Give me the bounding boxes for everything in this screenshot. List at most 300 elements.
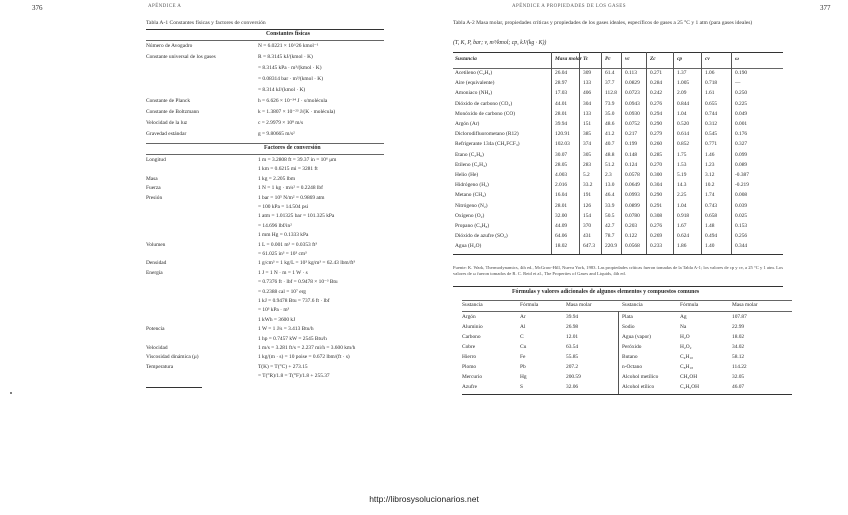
table-a-cell: 0.008: [735, 192, 748, 199]
row-value: 1 J = 1 N · m = 1 W · s: [258, 269, 308, 276]
table-b-cell: Hierro: [462, 354, 477, 360]
table-a-cell: 0.0578: [625, 172, 640, 178]
table-a-cell: -0.219: [735, 182, 749, 189]
table-a-cell: 39.94: [555, 121, 568, 127]
table-b-cell: Butano: [622, 354, 638, 360]
table-a-cell: 1.53: [677, 161, 687, 168]
table-a-cell: 0.199: [625, 141, 638, 148]
table-a-header: Zc: [650, 56, 656, 62]
table2-title: Fórmulas y valores adicionales de algunos elementos y compuestos comunes: [512, 289, 700, 295]
row-value: = 8.3145 kPa · m³/(kmol · K): [258, 65, 322, 71]
table-a-cell: 0.284: [650, 80, 663, 87]
row-label: Viscosidad dinámica (μ): [146, 354, 199, 361]
table-a-cell: 0.269: [650, 233, 663, 240]
table-b-cell: Ag: [680, 314, 687, 320]
constants-heading: Constantes físicas: [266, 31, 310, 37]
table-a-cell: 0.148: [625, 151, 638, 158]
table-a-cell: 0.520: [677, 121, 690, 127]
table-a-cell: 1.48: [705, 223, 715, 229]
table-a-cell: 0.290: [650, 192, 663, 199]
table-b-cell: 200.59: [566, 374, 581, 380]
table-a-cell: 0.217: [625, 131, 638, 138]
table-b-header: Sustancia: [622, 302, 643, 308]
list-row: [146, 364, 384, 372]
table-a-cell: 0.655: [705, 100, 718, 107]
conversion-heading: Factores de conversión: [264, 145, 321, 151]
row-value: = 0.08314 bar · m³/(kmol · K): [258, 76, 323, 82]
list-row: [146, 98, 384, 106]
list-row: [146, 307, 384, 315]
table-a-cell: 0.0943: [625, 100, 640, 107]
table-a-column-rule: [731, 52, 732, 254]
list-row: [146, 185, 384, 193]
table-a-header: Masa molar: [555, 56, 582, 62]
table-a-cell: 133: [583, 110, 592, 117]
table-a-cell: 0.039: [735, 202, 748, 209]
list-row: [146, 260, 384, 268]
table-a-cell: 305: [583, 151, 592, 158]
table-a-cell: 2.016: [555, 182, 568, 189]
table-a-header: ω: [735, 56, 739, 62]
table-a-cell: 28.01: [555, 110, 568, 117]
table-b-rule-top: [462, 300, 792, 301]
table-a-cell: 0.344: [735, 243, 748, 250]
table-a-cell: 0.300: [650, 172, 663, 178]
row-value: 1 atm = 1.01325 bar = 101.325 kPa: [258, 213, 335, 220]
table-a-cell: 1.04: [677, 110, 687, 117]
list-row: [146, 176, 384, 184]
table-a-header: cp: [677, 56, 683, 62]
table-a-cell: 13.0: [605, 182, 615, 189]
table-b-cell: Na: [680, 324, 687, 330]
table-b-header: Masa molar: [732, 302, 758, 308]
row-label: Potencia: [146, 326, 165, 333]
table-a-cell: 3.12: [705, 172, 715, 178]
row-value: g = 9.80665 m/s²: [258, 131, 295, 137]
row-value: 1 L = 0.001 m³ = 0.0353 ft³: [258, 241, 317, 248]
substance-name: Argón (Ar): [455, 121, 480, 127]
table-a-cell: 191: [583, 192, 592, 199]
row-value: 1 km = 0.6215 mi = 3281 ft: [258, 166, 318, 173]
table-a-cell: 431: [583, 233, 592, 240]
table-b-cell: C: [520, 334, 524, 340]
table-a-cell: 0.290: [650, 121, 663, 127]
table-b-cell: Mercurio: [462, 374, 483, 380]
gas-properties-table: [453, 52, 783, 258]
table-a-header: Sustancia: [455, 56, 477, 62]
table-b-cell: C₄H₁₀: [680, 354, 694, 360]
row-value: = T(°R)/1.8 = T(°F)/1.8 + 255.37: [258, 373, 330, 380]
table-b-cell: Al: [520, 324, 526, 330]
right-running-head: APÉNDICE A PROPIEDADES DE LOS GASES: [512, 4, 626, 9]
table-a-cell: 1.46: [705, 151, 715, 158]
row-label: Energía: [146, 269, 163, 276]
table-a-cell: 37.7: [605, 80, 615, 87]
table-a-cell: 26.04: [555, 70, 568, 76]
table-a-header: Pc: [605, 56, 611, 62]
table-a-cell: 309: [583, 70, 592, 76]
table-a-cell: 0.0780: [625, 212, 640, 219]
table-a-cell: 1.40: [705, 243, 715, 250]
table-a-column-rule: [601, 52, 602, 254]
table-b-cell: 12.01: [566, 334, 579, 340]
list-row: [146, 326, 384, 334]
table-a-cell: 0.494: [705, 233, 718, 240]
table-a-cell: 0.113: [625, 70, 637, 76]
table-a-cell: 126: [583, 202, 592, 209]
table-a-cell: 406: [583, 90, 592, 97]
table-b-cell: Azufre: [462, 384, 477, 390]
table-a-column-rule: [673, 52, 674, 254]
table-a-cell: 1.37: [677, 70, 687, 76]
row-value: = 14.696 lbf/in²: [258, 222, 292, 229]
table-a-cell: 0.614: [677, 131, 690, 138]
list-row: [146, 298, 384, 306]
table-a-cell: 0.153: [735, 223, 748, 229]
table-a-cell: 17.03: [555, 90, 568, 97]
row-label: Constante de Boltzmann: [146, 109, 199, 115]
table-a-cell: 0.242: [650, 90, 663, 97]
table-a-cell: 0.624: [677, 233, 690, 240]
table-a-cell: 0.233: [650, 243, 663, 250]
table-b-header: Masa molar: [566, 302, 592, 308]
table-b-cell: Hg: [520, 374, 527, 380]
row-label: Constante universal de los gases: [146, 54, 216, 60]
table-a-cell: 0.0930: [625, 110, 640, 117]
table-a-cell: —: [735, 80, 741, 87]
table-a-cell: 0.276: [650, 223, 663, 229]
list-row: [146, 87, 384, 95]
row-value: 1 W = 1 J/s = 3.413 Btu/h: [258, 326, 314, 333]
table-a-cell: 33.2: [583, 182, 593, 189]
table2-rule-top: [453, 286, 783, 287]
substance-name: Monóxido de carbono (CO): [455, 110, 516, 117]
list-row: [146, 65, 384, 73]
table-a-cell: 0.276: [650, 100, 663, 107]
list-row: [146, 195, 384, 203]
row-value: 1 hp = 0.7457 kW = 2545 Btu/h: [258, 335, 327, 342]
list-row: [146, 373, 384, 381]
list-row: [146, 109, 384, 117]
row-label: Gravedad estándar: [146, 131, 187, 137]
table-footnote: Fuente: K. Wark, Thermodynamics, 4th ed., McGraw-Hill, Nueva York, 1983. Las propiedades críticas fueron tomadas de la Tabla A-1; los valores de cp y cv, a 25 °C y 1 atm. Los valores de ω fueron tomados de R. C. Reid et al., The Properties of Gases and Liquids, 4th ed.: [453, 265, 783, 276]
substance-name: Oxígeno (O₂): [455, 212, 485, 219]
list-row: [146, 354, 384, 362]
table-a-cell: 133: [583, 80, 592, 87]
table-a-cell: 385: [583, 131, 592, 138]
table-a-cell: 304: [583, 100, 592, 107]
row-value: = 0.2388 cal = 10⁷ erg: [258, 288, 306, 295]
table-a-cell: 0.025: [735, 212, 748, 219]
table-a-cell: 0.0993: [625, 192, 640, 199]
table-a-cell: 0.250: [735, 90, 748, 97]
row-label: Presión: [146, 194, 163, 201]
table-a-cell: 151: [583, 121, 592, 127]
table-b-cell: C₂H₅OH: [680, 384, 700, 390]
table-a-cell: 44.09: [555, 223, 568, 229]
list-row: [146, 345, 384, 353]
list-row: [146, 76, 384, 84]
row-label: Número de Avogadro: [146, 43, 193, 49]
left-rule-bottom: [146, 387, 202, 388]
table-a-cell: 28.97: [555, 80, 568, 87]
table-a-cell: 0.844: [677, 100, 690, 107]
table-a-cell: 0.190: [735, 70, 748, 76]
table-a-cell: 0.225: [735, 100, 748, 107]
row-value: 1 mm Hg = 0.1333 kPa: [258, 232, 309, 239]
table-a-cell: 1.74: [705, 192, 715, 199]
table-a-column-rule: [579, 52, 580, 254]
list-row: [146, 166, 384, 174]
table-a-cell: 4.003: [555, 172, 568, 178]
table-a-cell: 2.09: [677, 90, 687, 97]
table-a-cell: 120.91: [555, 131, 570, 138]
table-a-cell: 40.7: [605, 141, 615, 148]
table-b-cell: Plata: [622, 314, 633, 320]
row-value: = 100 kPa = 14.504 psi: [258, 204, 309, 210]
substance-name: Refrigerante 134a (CH₂FCF₃): [455, 141, 520, 148]
row-value: 1 bar = 10⁵ N/m² = 0.9869 atm: [258, 194, 325, 201]
table-b-cell: Fe: [520, 354, 526, 360]
table-a-cell: 2.25: [677, 192, 687, 199]
source-url: http://librosysolucionarios.net: [369, 494, 479, 504]
table-b-cell: 207.2: [566, 364, 579, 370]
table-a-cell: 41.2: [605, 131, 615, 138]
list-row: [146, 317, 384, 325]
table-a-cell: 0.122: [625, 233, 638, 240]
table-a-rule-top: [453, 52, 783, 53]
table-b-cell: S: [520, 384, 523, 390]
table-b-cell: Argón: [462, 314, 476, 320]
table-a-cell: 1.23: [705, 161, 715, 168]
table-a-cell: 48.6: [605, 121, 615, 127]
table-b-cell: 34.02: [732, 344, 745, 350]
substance-name: Aire (equivalente): [455, 80, 495, 87]
row-value: T(K) = T(°C) + 273.15: [258, 363, 308, 370]
table-a-cell: 0.771: [705, 141, 718, 148]
table-a-cell: 1.67: [677, 223, 687, 229]
row-label: Densidad: [146, 260, 167, 267]
row-label: Fuerza: [146, 185, 161, 192]
table-b-cell: 63.54: [566, 344, 579, 350]
row-value: 1 kg = 2.205 lbm: [258, 175, 296, 182]
table-a-cell: 0.049: [735, 110, 748, 117]
row-value: N = 6.0221 × 10^26 kmol⁻¹: [258, 43, 319, 49]
table-a-cell: 42.7: [605, 223, 615, 229]
row-label: Constante de Planck: [146, 98, 191, 104]
table-a-cell: 0.744: [705, 110, 718, 117]
table-b-cell: Peróxido: [622, 344, 642, 350]
table-a-cell: 30.07: [555, 151, 568, 158]
table-a-cell: 0.327: [735, 141, 748, 148]
substance-name: Hidrógeno (H₂): [455, 182, 489, 189]
table-a-header: cv: [705, 56, 710, 62]
table-b-cell: n-Octano: [622, 364, 643, 370]
row-value: 1 m/s = 3.281 ft/s = 2.237 mi/h = 3.600 km/h: [258, 345, 356, 351]
table-a-cell: 10.2: [705, 182, 715, 189]
table-a-cell: 35.0: [605, 110, 615, 117]
table-b-cell: 18.02: [732, 334, 745, 340]
table-b-cell: Cobre: [462, 344, 476, 350]
table-a-cell: 0.545: [705, 131, 718, 138]
table-a-cell: 1.06: [705, 70, 715, 76]
row-value: = 8.314 kJ/(kmol · K): [258, 87, 306, 93]
table-b-header: Fórmula: [520, 302, 539, 308]
list-row: [146, 270, 384, 278]
list-row: [146, 223, 384, 231]
left-rule-sub: [146, 40, 384, 41]
left-rule-mid2: [146, 154, 384, 155]
substance-name: Propano (C₃H₈): [455, 223, 490, 229]
table-a-column-rule: [551, 52, 552, 254]
table-a-cell: 0.279: [650, 131, 663, 138]
left-rule-mid: [146, 143, 384, 144]
table-a-cell: -0.387: [735, 172, 749, 178]
table-b-cell: C₈H₁₈: [680, 364, 694, 370]
table-a-cell: 0.658: [705, 212, 718, 219]
substance-name: Etano (C₂H₆): [455, 151, 484, 158]
table-a-header: vc: [625, 56, 630, 62]
left-running-head: APÉNDICE A: [148, 4, 182, 9]
table-b-cell: 46.07: [732, 384, 745, 390]
row-value: 1 kWh = 3600 kJ: [258, 316, 296, 323]
table-a-cell: 51.2: [605, 161, 615, 168]
table-b-cell: H₂O₂: [680, 344, 692, 350]
row-value: k = 1.3807 × 10⁻²³ J/(K · molécula): [258, 109, 336, 115]
table-a-cell: 0.743: [705, 202, 718, 209]
list-row: [146, 279, 384, 287]
table-a-cell: 0.099: [735, 151, 748, 158]
table-a-cell: 61.4: [605, 70, 615, 76]
right-table-caption: Tabla A-2 Masa molar, propiedades críticas y propiedades de los gases ideales, específicos de gases a 25 °C y 1 atm (para gases ideales): [453, 20, 753, 26]
table-b-cell: 39.94: [566, 314, 579, 320]
row-label: Velocidad: [146, 345, 168, 351]
row-label: Temperatura: [146, 363, 174, 370]
table-a-cell: 102.03: [555, 141, 570, 148]
table-a-cell: 0.0723: [625, 90, 640, 97]
table-b-cell: Pb: [520, 364, 526, 370]
table-a-cell: 32.00: [555, 212, 568, 219]
table-a-cell: 0.270: [650, 161, 663, 168]
table-a-cell: 1.86: [677, 243, 687, 250]
table-b-cell: Alcohol etílico: [622, 384, 655, 390]
row-value: = 0.7376 ft · lbf = 0.9478 × 10⁻³ Btu: [258, 279, 338, 286]
table-a-cell: 16.04: [555, 192, 568, 199]
table-b-cell: CH₃OH: [680, 374, 698, 380]
table-a-cell: 0.176: [735, 131, 748, 138]
table-a-rule-header: [453, 68, 783, 69]
substance-name: Dióxido de carbono (CO₂): [455, 100, 513, 107]
table-b-cell: Alcohol metílico: [622, 374, 659, 380]
table-a-cell: 0.304: [650, 182, 663, 189]
right-page-number: 377: [820, 4, 831, 12]
table-b-cell: Plomo: [462, 364, 477, 370]
table-b-header: Sustancia: [462, 302, 483, 308]
table-a-cell: 154: [583, 212, 592, 219]
table-a-cell: 14.3: [677, 182, 687, 189]
table-a-cell: 0.0752: [625, 121, 640, 127]
substance-name: Nitrógeno (N₂): [455, 202, 488, 209]
table-b-cell: Carbono: [462, 334, 481, 340]
row-label: Masa: [146, 175, 158, 182]
list-row: [146, 43, 384, 51]
table-a-cell: 33.9: [605, 202, 615, 209]
substance-name: Acetileno (C₂H₂): [455, 70, 493, 76]
table-b-cell: Aluminio: [462, 324, 483, 330]
substance-name: Etileno (C₂H₄): [455, 161, 487, 168]
table-a-cell: 0.308: [650, 212, 663, 219]
table-b-cell: 58.12: [732, 354, 745, 360]
table-b-cell: 32.06: [566, 384, 579, 390]
list-row: [146, 157, 384, 165]
substance-name: Helio (He): [455, 172, 479, 178]
table-a-column-rule: [646, 52, 647, 254]
table-a-cell: 0.0899: [625, 202, 640, 209]
scan-dot: [10, 392, 12, 394]
substance-name: Amoniaco (NH₃): [455, 90, 493, 97]
table-a-cell: 0.285: [650, 151, 663, 158]
list-row: [146, 54, 384, 62]
table-b-cell: Agua (vapor): [622, 334, 651, 340]
table-a-cell: 50.5: [605, 212, 615, 219]
list-row: [146, 251, 384, 259]
table-a-cell: 0.918: [677, 212, 690, 219]
list-row: [146, 204, 384, 212]
table-a-cell: 112.8: [605, 90, 617, 97]
table-a-cell: 46.4: [605, 192, 615, 199]
table-a-cell: 0.271: [650, 70, 663, 76]
table-a-cell: 0.124: [625, 161, 638, 168]
table-b-rule-bottom: [462, 394, 792, 395]
table-a-cell: 64.06: [555, 233, 568, 240]
table-b-center-rule: [618, 311, 619, 394]
list-row: [146, 289, 384, 297]
constants-table: [146, 43, 384, 143]
table-a-cell: 0.0829: [625, 80, 640, 87]
table-a-cell: 28.01: [555, 202, 568, 209]
row-value: 1 kJ = 0.9478 Btu = 737.6 ft · lbf: [258, 298, 330, 304]
row-value: 1 m = 3.2808 ft = 39.37 in = 10⁶ μm: [258, 157, 337, 163]
table-b-rule-header: [462, 311, 792, 312]
list-row: [146, 213, 384, 221]
table-a-cell: 0.852: [677, 141, 690, 148]
table-a-column-rule: [701, 52, 702, 254]
table-a-cell: 44.01: [555, 100, 568, 107]
row-value: c = 2.9979 × 10⁸ m/s: [258, 120, 304, 126]
conversion-table: [146, 157, 384, 387]
table-b-cell: 26.98: [566, 324, 579, 330]
table-a-cell: 73.9: [605, 100, 615, 107]
table-a-cell: 78.7: [605, 233, 615, 240]
table-a-cell: 0.718: [705, 80, 718, 87]
row-label: Longitud: [146, 157, 166, 163]
table-b-cell: Ar: [520, 314, 526, 320]
table-a-column-rule: [621, 52, 622, 254]
table-a-cell: 48.8: [605, 151, 615, 158]
row-value: h = 6.626 × 10⁻³⁴ J · s/molécula: [258, 98, 328, 104]
list-row: [146, 120, 384, 128]
left-rule-top: [146, 29, 384, 30]
table-a-cell: 2.3: [605, 172, 612, 178]
row-value: 1 g/cm³ = 1 kg/L = 10³ kg/m³ = 62.43 lbm/ft³: [258, 260, 355, 267]
table-a-cell: 0.203: [625, 223, 638, 229]
row-value: 1 kg/(m · s) = 10 poise = 0.672 lbm/(ft · s): [258, 354, 350, 361]
table-a-cell: 647.3: [583, 243, 596, 250]
table-b-cell: 114.22: [732, 364, 747, 370]
table-a-cell: 0.260: [650, 141, 663, 148]
row-label: Volumen: [146, 241, 166, 248]
table-a-cell: 370: [583, 223, 592, 229]
